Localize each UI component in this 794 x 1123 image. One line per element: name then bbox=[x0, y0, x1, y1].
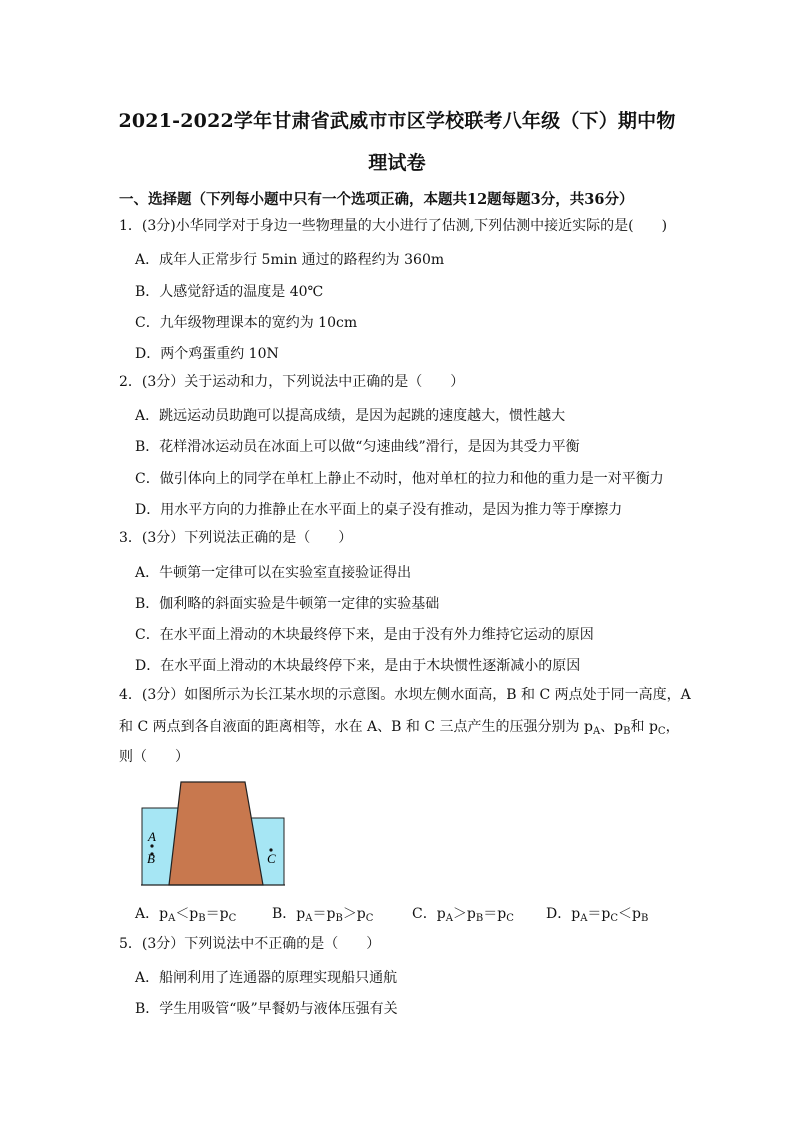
question-3-stem: 3．(3分）下列说法正确的是（ ） bbox=[119, 530, 353, 546]
question-1-stem: 1．(3分)小华同学对于身边一些物理量的大小进行了估测,下列估测中接近实际的是( ) bbox=[119, 218, 668, 234]
question-5-stem: 5．(3分）下列说法中不正确的是（ ） bbox=[119, 936, 381, 952]
question-5-option-a: A．船闸利用了连通器的原理实现船只通航 bbox=[135, 970, 398, 986]
question-4-options bbox=[135, 903, 675, 925]
section-heading: 一、选择题（下列每小题中只有一个选项正确，本题共12题每题3分，共36分） bbox=[119, 191, 634, 208]
question-4-option-a: A．$p_A<p_B=p_C$ bbox=[135, 906, 237, 924]
dam-body bbox=[169, 782, 263, 885]
question-4-option-d: D．$p_A=p_C<p_B$ bbox=[546, 906, 649, 924]
question-5-option-b: B．学生用吸管“吸”早餐奶与液体压强有关 bbox=[135, 1001, 398, 1017]
question-2-option-c: C．做引体向上的同学在单杠上静止不动时，他对单杠的拉力和他的重力是一对平衡力 bbox=[135, 471, 664, 487]
question-3-option-b: B．伽利略的斜面实验是牛顿第一定律的实验基础 bbox=[135, 596, 440, 612]
question-4-stem-line3: 则（ ） bbox=[119, 749, 189, 765]
point-a-dot bbox=[150, 844, 153, 847]
question-3-option-a: A．牛顿第一定律可以在实验室直接验证得出 bbox=[135, 565, 412, 581]
question-2-option-a: A．跳远运动员助跑可以提高成绩，是因为起跳的速度越大，惯性越大 bbox=[135, 408, 566, 424]
question-1-option-a: A．成年人正常步行 5min 通过的路程约为 360m bbox=[135, 252, 445, 268]
question-4-stem-line1: 4．(3分）如图所示为长江某水坝的示意图。水坝左侧水面高，B 和 C 两点处于同一高度，A bbox=[119, 687, 691, 703]
question-3-option-d: D．在水平面上滑动的木块最终停下来，是由于木块惯性逐渐减小的原因 bbox=[135, 658, 581, 674]
question-4-stem-line2: 和 C 两点到各自液面的距离相等，水在 A、B 和 C 三点产生的压强分别为 $p_A$、$p_B$和 $p_C$， bbox=[119, 719, 680, 737]
question-4-option-c: C．$p_A>p_B=p_C$ bbox=[412, 906, 514, 924]
question-1-option-b: B．人感觉舒适的温度是 40℃ bbox=[135, 284, 324, 300]
label-a: A bbox=[148, 829, 156, 844]
exam-title-line1: 2021-2022学年甘肃省武威市市区学校联考八年级（下）期中物 bbox=[118, 110, 676, 132]
label-c: C bbox=[267, 851, 276, 866]
dam-diagram bbox=[141, 780, 285, 886]
question-2-option-b: B．花样滑冰运动员在冰面上可以做“匀速曲线”滑行，是因为其受力平衡 bbox=[135, 439, 580, 455]
exam-title-line2: 理试卷 bbox=[368, 152, 426, 174]
question-2-stem: 2．(3分）关于运动和力，下列说法中正确的是（ ） bbox=[119, 374, 465, 390]
question-3-option-c: C．在水平面上滑动的木块最终停下来，是由于没有外力维持它运动的原因 bbox=[135, 627, 594, 643]
question-2-option-d: D．用水平方向的力推静止在水平面上的桌子没有推动，是因为推力等于摩擦力 bbox=[135, 502, 623, 518]
question-1-option-d: D．两个鸡蛋重约 10N bbox=[135, 346, 279, 362]
label-b: B bbox=[147, 851, 155, 866]
question-4-option-b: B．$p_A=p_B>p_C$ bbox=[272, 906, 374, 924]
question-1-option-c: C．九年级物理课本的宽约为 10cm bbox=[135, 315, 358, 331]
